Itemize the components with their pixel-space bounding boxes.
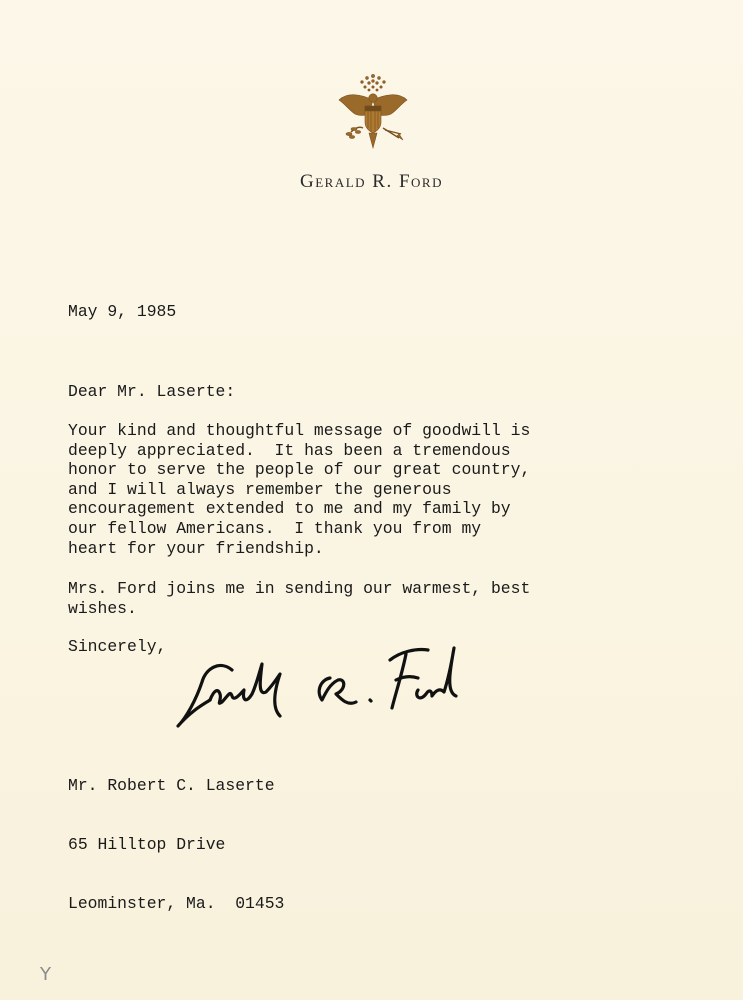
recipient-city: Leominster, Ma. 01453 (68, 893, 285, 913)
letter-body-paragraph: Your kind and thoughtful message of goodwill is deeply appreciated. It has been a tremendous honor to serve the people of our great country, and I will always remember the generous encouragement extended to me and my family by our fellow Americans. I thank you from my heart for your friendship. (68, 421, 531, 558)
letter-body-paragraph: Mrs. Ford joins me in sending our warmest, best wishes. (68, 579, 531, 618)
recipient-street: 65 Hilltop Drive (68, 834, 226, 854)
presidential-seal-icon (333, 70, 413, 156)
pencil-mark: Y (40, 964, 51, 985)
recipient-address-block (68, 737, 284, 933)
letter-date: May 9, 1985 (68, 302, 177, 321)
letter-salutation: Dear Mr. Laserte: (68, 382, 236, 401)
letterhead-name: Gerald R. Ford (300, 171, 443, 192)
recipient-name: Mr. Robert C. Laserte (68, 776, 275, 796)
handwritten-signature (170, 630, 470, 740)
letter-closing: Sincerely, (68, 637, 167, 656)
